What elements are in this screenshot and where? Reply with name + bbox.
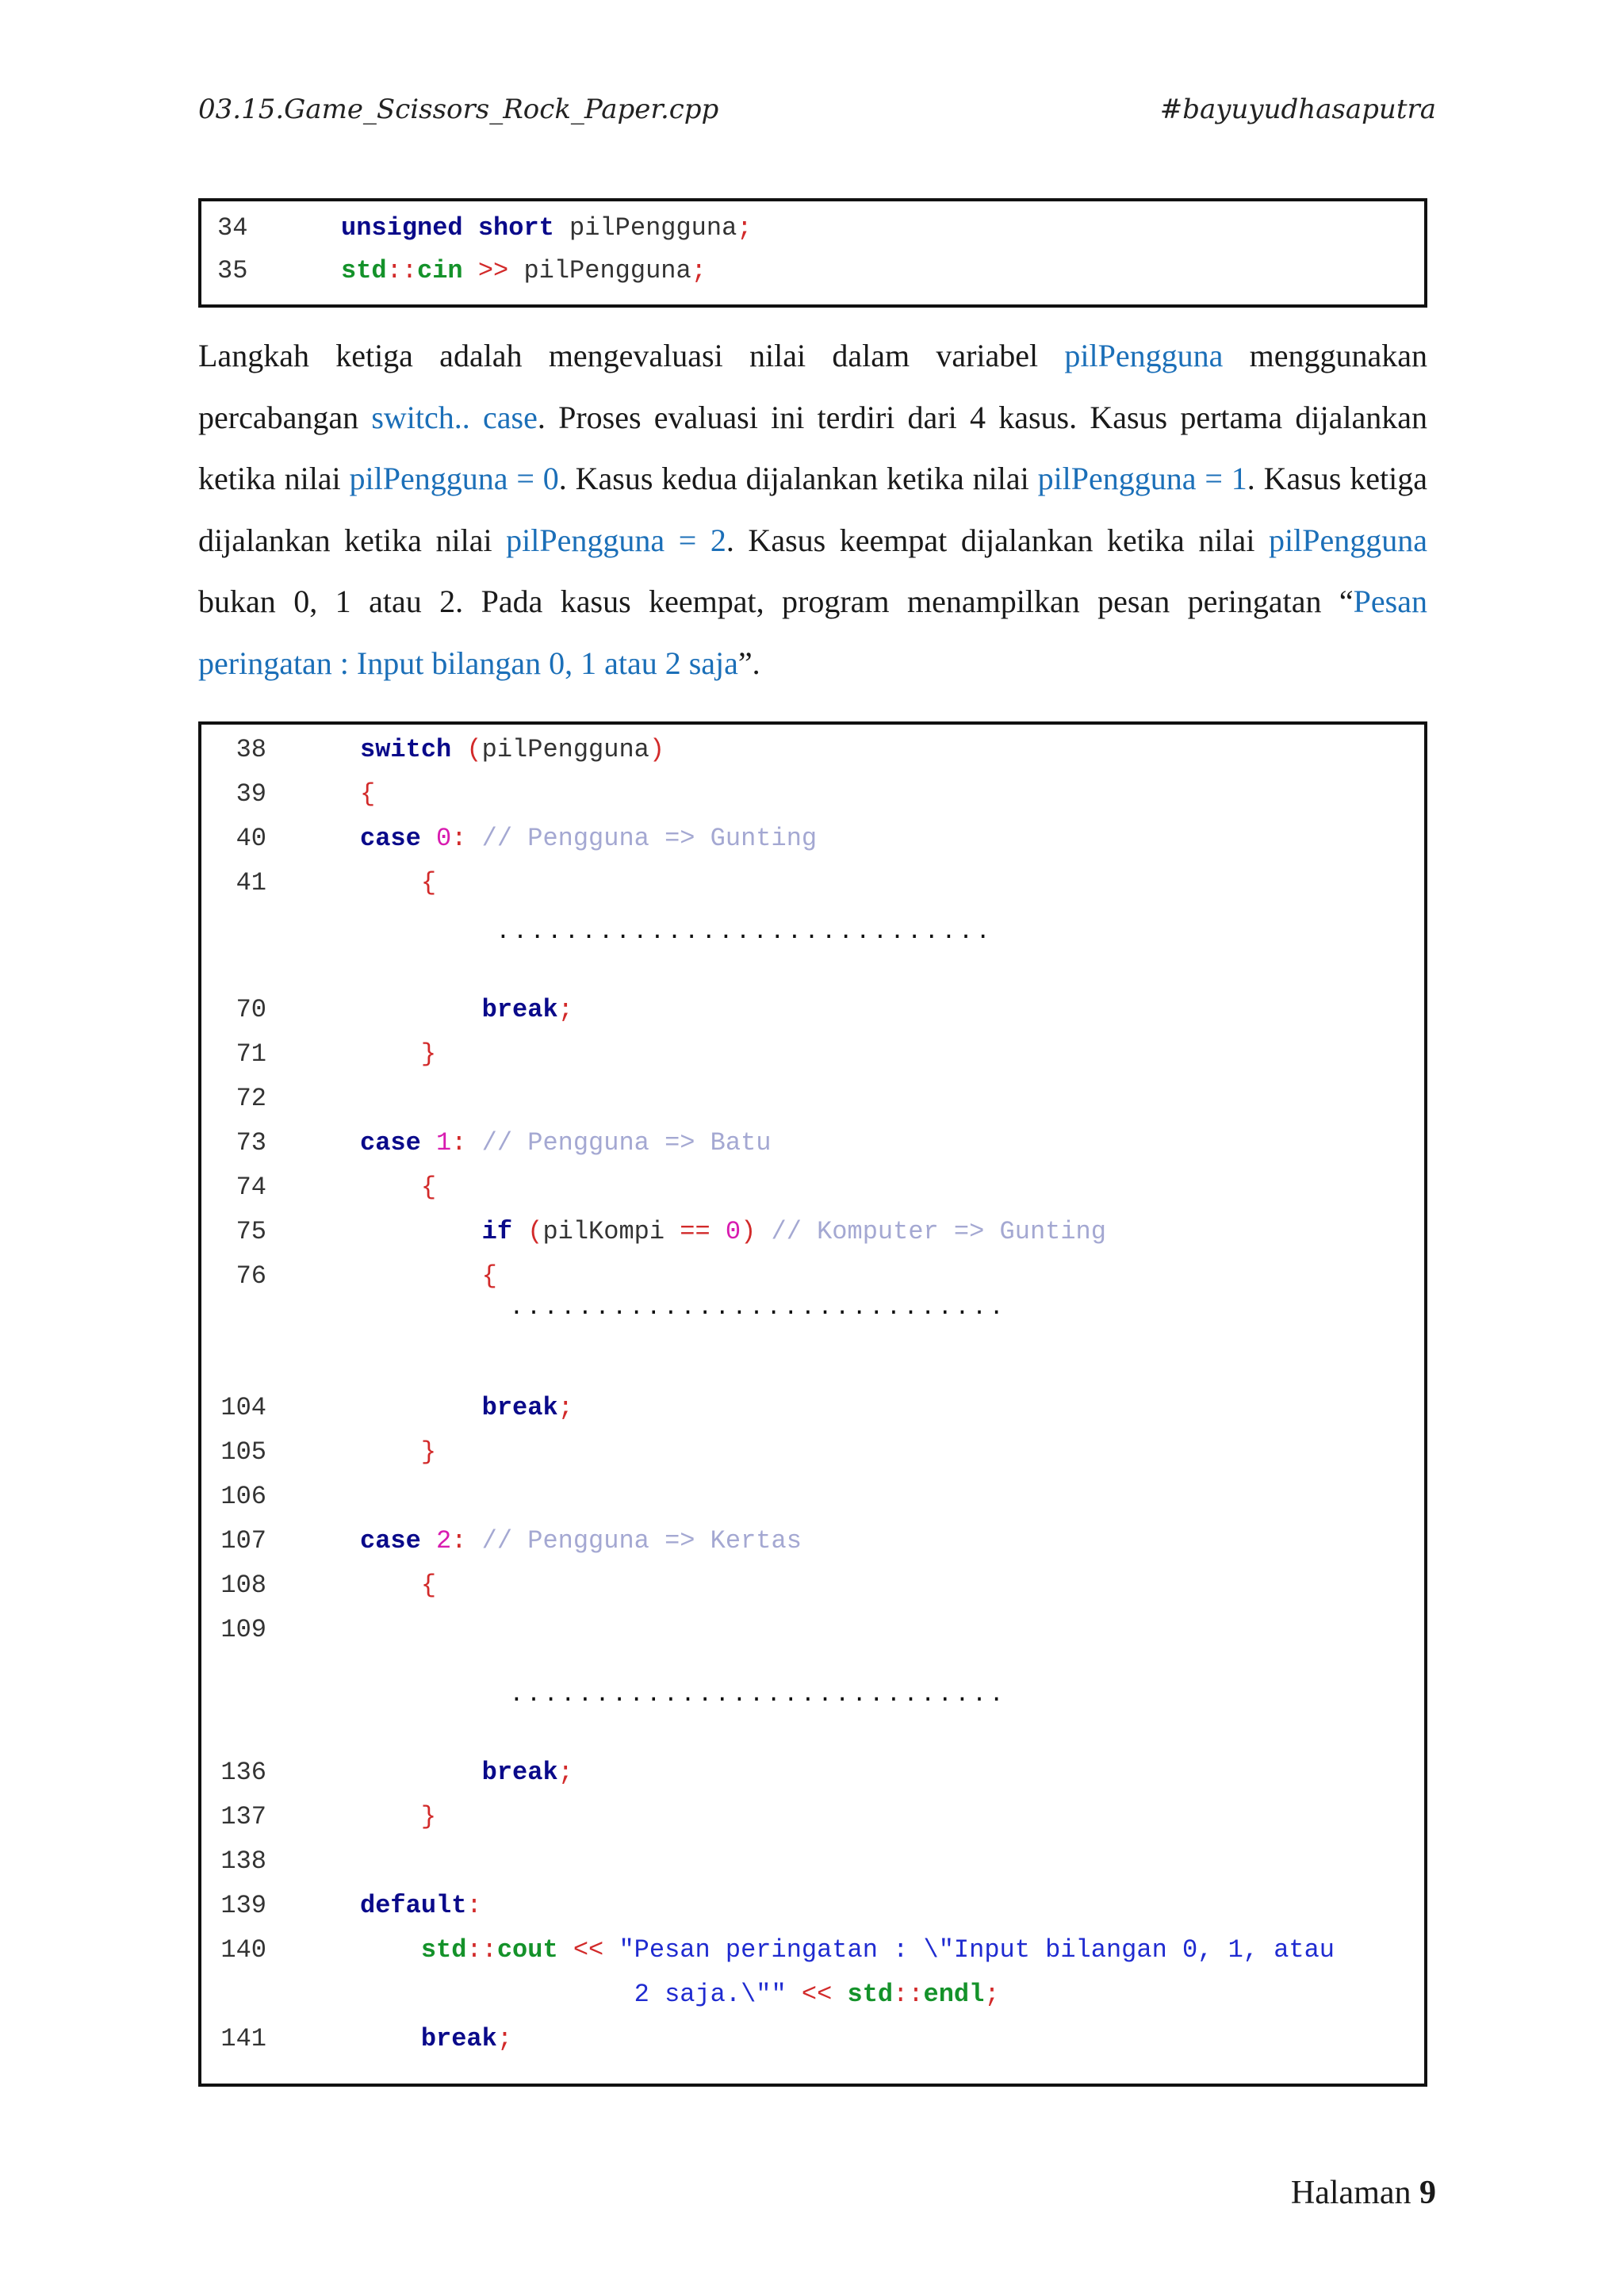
- code-line: [201, 1928, 1424, 1973]
- code-line: [201, 1210, 1424, 1254]
- line-number: 41: [236, 868, 266, 897]
- code-token: :: [451, 824, 467, 853]
- code-line: [201, 2017, 1424, 2061]
- code-token: [463, 213, 478, 243]
- code-text: [360, 1430, 436, 1475]
- code-token: [360, 1173, 421, 1202]
- code-token: break: [420, 2024, 497, 2053]
- code-text: [360, 1032, 436, 1077]
- code-text: [360, 1519, 802, 1563]
- paragraph-text: . Kasus kedua dijalankan ketika nilai: [558, 461, 1038, 496]
- code-token: [360, 1935, 421, 1965]
- code-token: cin: [417, 256, 463, 285]
- code-token: [360, 1802, 421, 1831]
- code-text: [360, 2017, 512, 2061]
- code-token: 1: [436, 1128, 452, 1158]
- line-number: 74: [236, 1173, 266, 1202]
- code-token: 2: [436, 1526, 452, 1556]
- code-text: [360, 772, 375, 817]
- code-token: }: [420, 1802, 437, 1831]
- code-token: [710, 1217, 726, 1246]
- code-line: [201, 861, 1424, 905]
- page-number: 9: [1419, 2175, 1436, 2211]
- code-token: [360, 1758, 482, 1787]
- code-text: [360, 988, 573, 1032]
- code-token: [360, 1571, 421, 1600]
- code-line: [201, 772, 1424, 817]
- code-token: >>: [477, 256, 509, 285]
- code-token: [421, 1526, 436, 1556]
- code-token: (: [466, 735, 482, 764]
- code-token: ::: [893, 1980, 924, 2009]
- highlight-term: pilPengguna: [1064, 338, 1224, 373]
- code-text: [360, 817, 817, 861]
- code-token: [466, 824, 481, 853]
- code-token: pilPengguna: [508, 256, 691, 285]
- code-token: std: [847, 1980, 894, 2009]
- code-text: [360, 1210, 1106, 1254]
- code-token: ==: [680, 1217, 710, 1246]
- code-line: [201, 1563, 1424, 1608]
- code-token: [787, 1980, 802, 2009]
- code-token: short: [477, 213, 554, 243]
- paragraph-text: . Proses evaluasi ini terdiri dari 4 kasus. Kasus pertama dijalankan ketika nilai: [198, 399, 1428, 496]
- code-token: [360, 1393, 482, 1422]
- code-token: [421, 824, 436, 853]
- code-token: [451, 735, 466, 764]
- code-token: case: [360, 824, 421, 853]
- line-number: 72: [236, 1084, 266, 1113]
- header-filename: 03.15.Game_Scissors_Rock_Paper.cpp: [198, 94, 719, 125]
- code-line: [201, 1430, 1424, 1475]
- code-token: std: [420, 1935, 467, 1965]
- paragraph-text: menggunakan percabangan: [198, 338, 1428, 435]
- code-token: [360, 1261, 482, 1291]
- code-token: 0: [725, 1217, 741, 1246]
- code-token: [466, 1526, 481, 1556]
- code-token: ;: [557, 995, 573, 1024]
- code-token: case: [360, 1526, 421, 1556]
- code-token: ::: [386, 256, 418, 285]
- code-token: pilPengguna: [481, 735, 649, 764]
- code-token: pilPengguna: [553, 213, 737, 243]
- code-token: [603, 1935, 619, 1965]
- code-token: [558, 1935, 573, 1965]
- code-token: [360, 868, 421, 897]
- code-token: // Pengguna => Gunting: [481, 824, 818, 853]
- code-token: if: [481, 1217, 513, 1246]
- code-token: // Pengguna => Kertas: [481, 1526, 802, 1556]
- line-number: 136: [220, 1758, 266, 1787]
- line-number: 40: [236, 824, 266, 853]
- highlight-term: pilPengguna = 0: [349, 461, 559, 496]
- code-text: [360, 1165, 436, 1210]
- code-token: ;: [557, 1393, 573, 1422]
- code-line: [201, 988, 1424, 1032]
- code-token: {: [360, 779, 376, 809]
- omitted-code-ellipsis: . . . . . . . . . . . . . . . . . . . . . . . . . . . . .: [512, 1289, 1002, 1321]
- code-token: "Pesan peringatan : \"Input bilangan 0, 1, atau: [619, 1935, 1335, 1965]
- code-token: cout: [496, 1935, 558, 1965]
- code-line: [201, 1121, 1424, 1165]
- code-token: ;: [496, 2024, 513, 2053]
- code-text: [360, 1973, 1000, 2017]
- code-line: [201, 1608, 1424, 1652]
- body-paragraph: [198, 325, 1427, 694]
- line-number: 140: [220, 1935, 266, 1965]
- code-line: [201, 1884, 1424, 1928]
- line-number: 106: [220, 1482, 266, 1511]
- highlight-term: pilPengguna: [1269, 522, 1427, 558]
- line-number: 34: [217, 213, 248, 243]
- line-number: 38: [236, 735, 266, 764]
- line-number: 73: [236, 1128, 266, 1158]
- code-token: ;: [737, 213, 753, 243]
- line-number: 76: [236, 1261, 266, 1291]
- line-number: 104: [220, 1393, 266, 1422]
- code-text: [360, 1795, 436, 1839]
- code-line: [201, 1839, 1424, 1884]
- code-token: ;: [557, 1758, 573, 1787]
- code-line: [201, 1077, 1424, 1121]
- code-token: break: [481, 1758, 558, 1787]
- highlight-term: pilPengguna = 2: [506, 522, 726, 558]
- code-line: [201, 1032, 1424, 1077]
- code-token: default: [360, 1891, 467, 1920]
- code-token: [756, 1217, 771, 1246]
- code-token: [466, 1128, 481, 1158]
- code-token: {: [420, 1173, 437, 1202]
- code-token: {: [420, 868, 437, 897]
- code-token: [463, 256, 478, 285]
- line-number: 108: [220, 1571, 266, 1600]
- code-token: [832, 1980, 847, 2009]
- code-line: [201, 249, 1424, 293]
- line-number: 71: [236, 1039, 266, 1069]
- code-token: 2 saja.\"": [634, 1980, 787, 2009]
- code-token: }: [420, 1039, 437, 1069]
- code-text: [360, 1386, 573, 1430]
- code-token: [360, 1437, 421, 1467]
- line-number: 139: [220, 1891, 266, 1920]
- code-line: [201, 728, 1424, 772]
- code-token: ;: [984, 1980, 1000, 2009]
- code-text: [341, 206, 752, 251]
- code-block-2: [198, 721, 1427, 2087]
- line-number: 109: [220, 1615, 266, 1644]
- code-token: ): [649, 735, 665, 764]
- code-line: [201, 206, 1424, 251]
- code-token: 0: [436, 824, 452, 853]
- code-token: [360, 1039, 421, 1069]
- code-token: pilKompi: [542, 1217, 680, 1246]
- code-text: [360, 1751, 573, 1795]
- code-token: ::: [466, 1935, 497, 1965]
- paragraph-text: . Kasus ketiga dijalankan ketika nilai: [198, 461, 1427, 558]
- code-token: [512, 1217, 527, 1246]
- code-text: [360, 728, 665, 772]
- code-token: case: [360, 1128, 421, 1158]
- highlight-term: pilPengguna = 1: [1037, 461, 1247, 496]
- highlight-term: Pesan peringatan : Input bilangan 0, 1 atau 2 saja: [198, 584, 1427, 681]
- code-text: [360, 1884, 482, 1928]
- code-token: :: [466, 1891, 482, 1920]
- code-text: [360, 1254, 497, 1299]
- line-number: 105: [220, 1437, 266, 1467]
- line-number: 75: [236, 1217, 266, 1246]
- code-token: [360, 2024, 421, 2053]
- omitted-code-ellipsis: . . . . . . . . . . . . . . . . . . . . . . . . . . . . .: [499, 913, 988, 945]
- line-number: 138: [220, 1846, 266, 1876]
- code-line: [201, 1751, 1424, 1795]
- header-hashtag: #bayuyudhasaputra: [1159, 94, 1436, 125]
- code-token: switch: [360, 735, 452, 764]
- code-line: [201, 1475, 1424, 1519]
- code-line: [201, 1386, 1424, 1430]
- code-token: [421, 1128, 436, 1158]
- code-token: [360, 995, 482, 1024]
- paragraph-text: bukan 0, 1 atau 2. Pada kasus keempat, program menampilkan pesan peringatan “: [198, 584, 1354, 619]
- code-line: [201, 1795, 1424, 1839]
- line-number: 107: [220, 1526, 266, 1556]
- code-token: ;: [691, 256, 707, 285]
- code-line: [201, 1519, 1424, 1563]
- highlight-term: switch.. case: [371, 399, 538, 435]
- line-number: 70: [236, 995, 266, 1024]
- code-token: [360, 1980, 634, 2009]
- code-token: <<: [801, 1980, 833, 2009]
- code-token: std: [341, 256, 387, 285]
- code-token: break: [481, 995, 558, 1024]
- paragraph-text: Langkah ketiga adalah mengevaluasi nilai dalam variabel: [198, 338, 1065, 373]
- line-number: 137: [220, 1802, 266, 1831]
- code-line: [201, 1973, 1424, 2017]
- code-block-1: [198, 198, 1427, 308]
- code-token: // Pengguna => Batu: [481, 1128, 772, 1158]
- code-text: [360, 1121, 771, 1165]
- code-token: ): [741, 1217, 756, 1246]
- code-token: :: [451, 1526, 467, 1556]
- line-number: 39: [236, 779, 266, 809]
- code-line: [201, 1165, 1424, 1210]
- code-token: :: [451, 1128, 467, 1158]
- code-line: [201, 817, 1424, 861]
- line-number: 141: [220, 2024, 266, 2053]
- code-token: (: [527, 1217, 543, 1246]
- code-text: [341, 249, 707, 293]
- page-footer: [1291, 2174, 1436, 2212]
- paragraph-text: ”.: [737, 645, 760, 681]
- code-token: {: [420, 1571, 437, 1600]
- code-token: unsigned: [341, 213, 463, 243]
- omitted-code-ellipsis: . . . . . . . . . . . . . . . . . . . . . . . . . . . . .: [512, 1676, 1002, 1708]
- paragraph-text: . Kasus keempat dijalankan ketika nilai: [726, 522, 1270, 558]
- code-token: // Komputer => Gunting: [771, 1217, 1106, 1246]
- footer-label: Halaman: [1290, 2175, 1411, 2211]
- code-token: [360, 1217, 482, 1246]
- code-token: endl: [923, 1980, 985, 2009]
- code-text: [360, 861, 436, 905]
- line-number: 35: [217, 256, 248, 285]
- code-token: break: [481, 1393, 558, 1422]
- code-token: }: [420, 1437, 437, 1467]
- code-token: {: [481, 1261, 497, 1291]
- code-token: <<: [573, 1935, 604, 1965]
- code-text: [360, 1928, 1335, 1973]
- code-text: [360, 1563, 436, 1608]
